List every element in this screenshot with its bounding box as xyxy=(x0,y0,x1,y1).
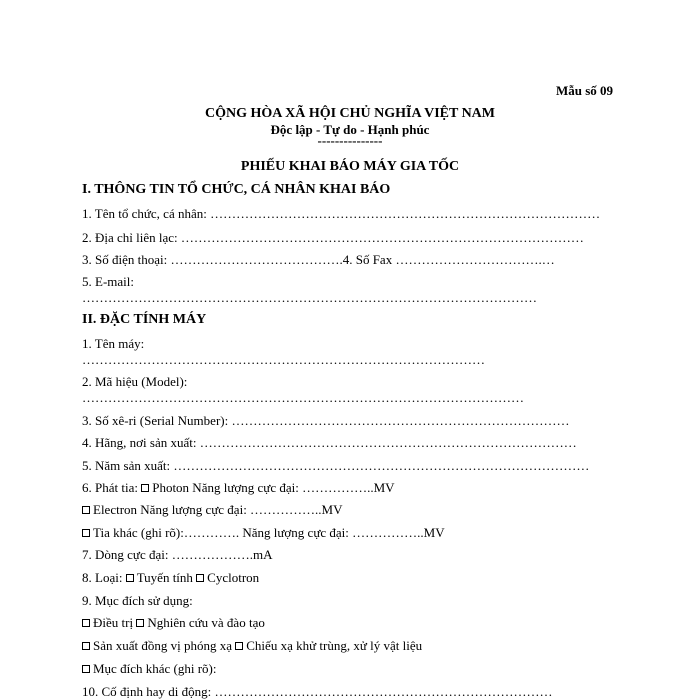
linear-option: Tuyến tính xyxy=(136,570,193,585)
purpose-label: 9. Mục đích sử dụng: xyxy=(82,593,193,608)
other-beam-row xyxy=(82,525,445,540)
model-label: 2. Mã hiệu (Model): xyxy=(82,374,188,389)
treatment-checkbox[interactable] xyxy=(82,619,90,627)
isotope-option: Sản xuất đồng vị phóng xạ xyxy=(93,638,233,653)
manufacturer-field[interactable]: 4. Hãng, nơi sản xuất: …………………………………………………………………………… xyxy=(82,435,577,450)
email-field[interactable]: …………………………………………………………………………………………… xyxy=(82,290,537,305)
electron-option: Electron Năng lượng cực đại: ……………..MV xyxy=(93,502,343,517)
machine-name-field[interactable]: ………………………………………………………………………………… xyxy=(82,352,485,367)
section2-title: II. ĐẶC TÍNH MÁY xyxy=(82,312,207,327)
serial-field[interactable]: 3. Số xê-ri (Serial Number): …………………………………………………………………… xyxy=(82,413,570,428)
cyclotron-option: Cyclotron xyxy=(207,570,260,585)
machine-name-label: 1. Tên máy: xyxy=(82,336,145,351)
research-option: Nghiên cứu và đào tạo xyxy=(147,615,265,630)
emission-row xyxy=(82,480,395,495)
form-title: PHIẾU KHAI BÁO MÁY GIA TỐC xyxy=(240,159,460,174)
electron-row xyxy=(82,502,343,517)
section1-title: I. THÔNG TIN TỔ CHỨC, CÁ NHÂN KHAI BÁO xyxy=(82,182,391,197)
emission-label: 6. Phát tia: xyxy=(82,480,138,495)
email-label: 5. E-mail: xyxy=(82,274,134,289)
address-field[interactable]: 2. Địa chỉ liên lạc: ………………………………………………………………………………… xyxy=(82,230,584,245)
national-motto: Độc lập - Tự do - Hạnh phúc xyxy=(270,122,430,137)
isotope-checkbox[interactable] xyxy=(82,642,90,650)
photon-option: Photon Năng lượng cực đại: ……………..MV xyxy=(152,480,395,495)
mobility-field[interactable]: 10. Cố định hay di động: …………………………………………………………………… xyxy=(82,684,553,699)
type-row xyxy=(82,570,259,585)
photon-checkbox[interactable] xyxy=(141,484,149,492)
header-divider: --------------- xyxy=(317,133,383,148)
other-beam-option: Tia khác (ghi rõ):…………. Năng lượng cực đại: ……………..MV xyxy=(93,525,445,540)
purpose-row-3 xyxy=(82,661,216,676)
sterilize-checkbox[interactable] xyxy=(235,642,243,650)
country-name: CỘNG HÒA XÃ HỘI CHỦ NGHĨA VIỆT NAM xyxy=(204,106,495,121)
cyclotron-checkbox[interactable] xyxy=(196,574,204,582)
research-checkbox[interactable] xyxy=(136,619,144,627)
phone-fax-field[interactable]: 3. Số điện thoại: ………………………………….4. Số Fax …………………………….… xyxy=(82,252,555,267)
type-label: 8. Loại: xyxy=(82,570,123,585)
max-current-field[interactable]: 7. Dòng cực đại: ……………….mA xyxy=(82,547,273,562)
treatment-option: Điều trị xyxy=(93,615,134,630)
sterilize-option: Chiếu xạ khử trùng, xử lý vật liệu xyxy=(246,638,423,653)
org-name-field[interactable]: 1. Tên tổ chức, cá nhân: ……………………………………………………………………………… xyxy=(82,206,601,221)
year-field[interactable]: 5. Năm sản xuất: …………………………………………………………………………………… xyxy=(82,458,590,473)
purpose-row-1 xyxy=(82,615,265,630)
form-number: Mẫu số 09 xyxy=(556,83,614,98)
model-field[interactable]: ………………………………………………………………………………………… xyxy=(82,390,524,405)
electron-checkbox[interactable] xyxy=(82,506,90,514)
other-purpose-option: Mục đích khác (ghi rõ): xyxy=(93,661,217,676)
other-purpose-checkbox[interactable] xyxy=(82,665,90,673)
purpose-row-2 xyxy=(82,638,422,653)
other-beam-checkbox[interactable] xyxy=(82,529,90,537)
linear-checkbox[interactable] xyxy=(126,574,134,582)
